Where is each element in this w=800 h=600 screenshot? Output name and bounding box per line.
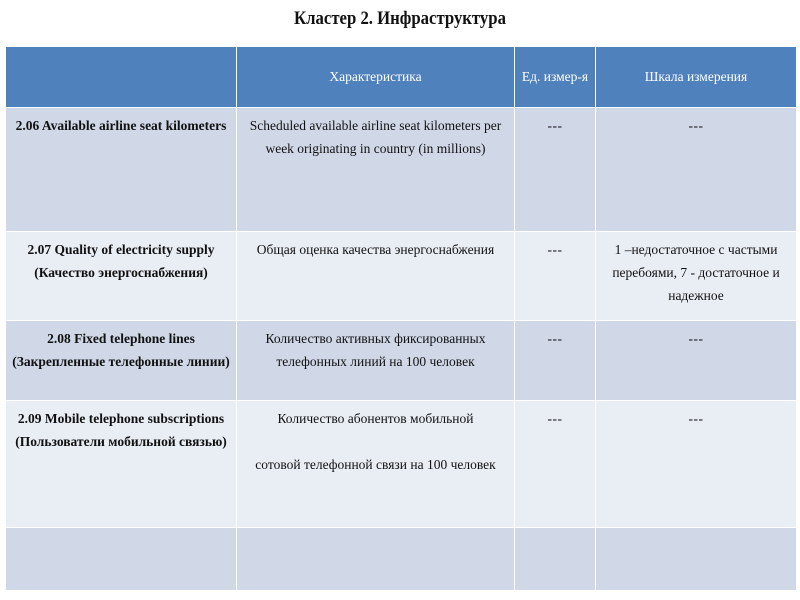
indicator-characteristic bbox=[237, 401, 515, 528]
table-row bbox=[6, 401, 797, 528]
indicator-table bbox=[5, 46, 797, 591]
slide-title: Кластер 2. Инфраструктура bbox=[294, 8, 506, 29]
characteristic-line: сотовой телефонной связи на 100 человек bbox=[255, 457, 496, 473]
indicator-unit: --- bbox=[515, 107, 596, 231]
indicator-scale: --- bbox=[596, 401, 797, 528]
table-row bbox=[6, 231, 797, 320]
indicator-name: 2.08 Fixed telephone lines (Закрепленные телефонные линии) bbox=[6, 320, 237, 401]
indicator-characteristic: Количество активных фиксированных телефонных линий на 100 человек bbox=[237, 320, 515, 401]
table-header-row bbox=[6, 47, 797, 108]
indicator-name: 2.09 Mobile telephone subscriptions (Пользователи мобильной связью) bbox=[6, 401, 237, 528]
empty-cell bbox=[6, 528, 237, 591]
indicator-unit: --- bbox=[515, 231, 596, 320]
empty-cell bbox=[596, 528, 797, 591]
indicator-unit: --- bbox=[515, 320, 596, 401]
header-scale: Шкала измерения bbox=[596, 47, 797, 108]
indicator-unit: --- bbox=[515, 401, 596, 528]
empty-cell bbox=[515, 528, 596, 591]
table-row bbox=[6, 528, 797, 591]
table-row bbox=[6, 107, 797, 231]
indicator-name: 2.06 Available airline seat kilometers bbox=[6, 107, 237, 231]
indicator-characteristic: Scheduled available airline seat kilometers per week originating in country (in millions) bbox=[237, 107, 515, 231]
indicator-name: 2.07 Quality of electricity supply (Качество энергоснабжения) bbox=[6, 231, 237, 320]
indicator-scale: 1 –недостаточное с частыми перебоями, 7 - достаточное и надежное bbox=[596, 231, 797, 320]
indicator-characteristic: Общая оценка качества энергоснабжения bbox=[237, 231, 515, 320]
header-unit: Ед. измер-я bbox=[515, 47, 596, 108]
indicator-scale: --- bbox=[596, 107, 797, 231]
header-characteristic: Характеристика bbox=[237, 47, 515, 108]
header-cell-empty bbox=[6, 47, 237, 108]
empty-cell bbox=[237, 528, 515, 591]
table-row bbox=[6, 320, 797, 401]
indicator-scale: --- bbox=[596, 320, 797, 401]
characteristic-line: Количество абонентов мобильной bbox=[277, 411, 474, 427]
